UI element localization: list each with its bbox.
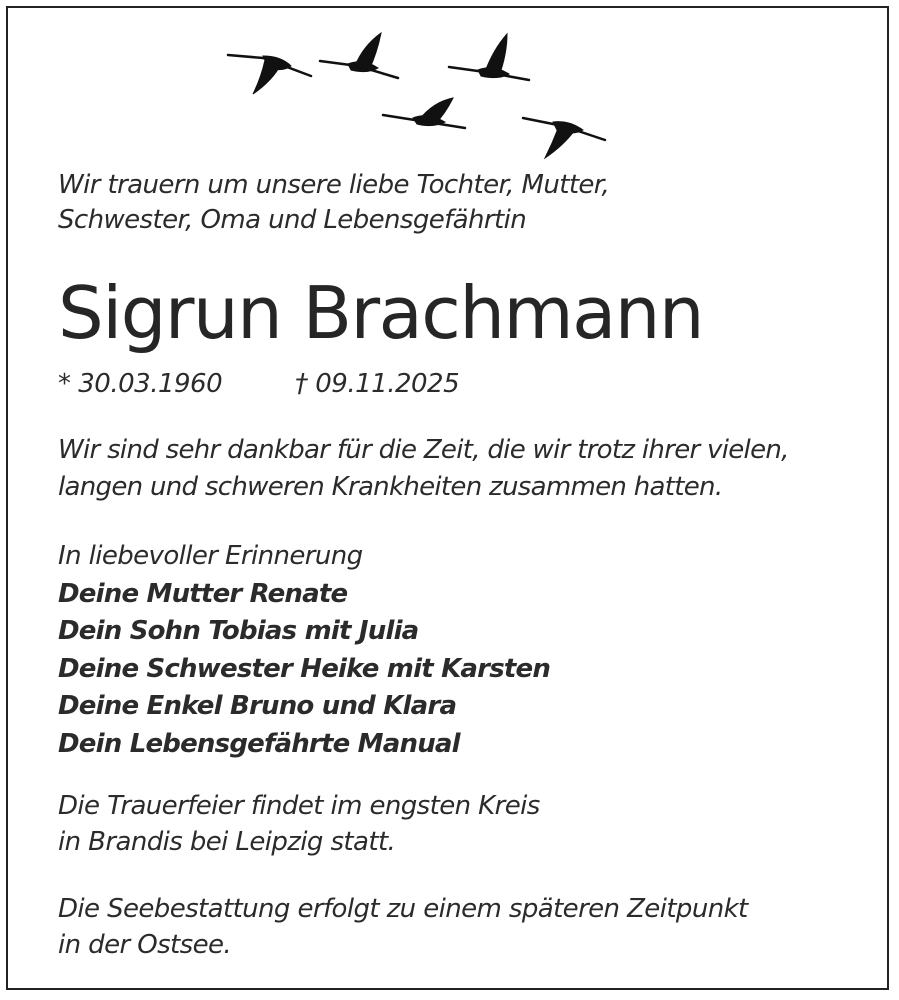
crane-silhouette-3 xyxy=(449,34,529,80)
death-date: † 09.11.2025 xyxy=(295,369,460,399)
thanks-line: langen und schweren Krankheiten zusammen hatten. xyxy=(58,472,723,502)
crane-silhouette-4 xyxy=(383,98,465,128)
intro-line: Schwester, Oma und Lebensgefährtin xyxy=(58,205,527,235)
crane-silhouette-5 xyxy=(523,118,605,158)
life-dates xyxy=(58,366,460,402)
deceased-name: Sigrun Brachmann xyxy=(58,271,704,355)
mourner-entry: Deine Schwester Heike mit Karsten xyxy=(58,653,551,684)
obituary-frame xyxy=(6,6,889,990)
burial-line: Die Seebestattung erfolgt zu einem späteren Zeitpunkt xyxy=(58,894,748,924)
birth-date: * 30.03.1960 xyxy=(58,369,223,399)
flying-cranes-icon xyxy=(223,28,613,163)
intro-text xyxy=(58,168,609,238)
mourner-entry: Dein Sohn Tobias mit Julia xyxy=(58,616,419,646)
funeral-line: Die Trauerfeier findet im engsten Kreis xyxy=(58,791,540,821)
funeral-notice xyxy=(58,788,540,860)
funeral-line: in Brandis bei Leipzig statt. xyxy=(58,827,396,857)
burial-notice xyxy=(58,891,748,963)
mourner-entry: Deine Mutter Renate xyxy=(58,578,348,609)
thanks-line: Wir sind sehr dankbar für die Zeit, die wir trotz ihrer vielen, xyxy=(58,435,789,465)
intro-line: Wir trauern um unsere liebe Tochter, Mutter, xyxy=(58,170,610,200)
burial-line: in der Ostsee. xyxy=(58,930,232,960)
thanks-text xyxy=(58,432,789,506)
memory-heading: In liebevoller Erinnerung xyxy=(58,541,363,571)
mourner-entry: Deine Enkel Bruno und Klara xyxy=(58,691,457,721)
mourner-entry: Dein Lebensgefährte Manual xyxy=(58,728,460,759)
crane-silhouette-1 xyxy=(228,55,311,94)
crane-silhouette-2 xyxy=(320,33,398,78)
mourners-block xyxy=(58,538,550,763)
